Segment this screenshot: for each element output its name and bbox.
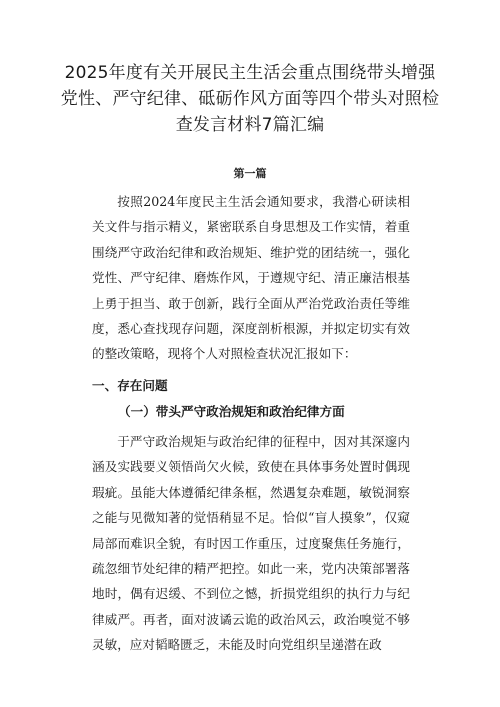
- body-paragraph: 于严守政治规矩与政治纪律的征程中，因对其深邃内涵及实践要义领悟尚欠火候，致使在具体事务处置时偶现瑕疵。虽能大体遵循纪律条框，然遇复杂难题，敏锐洞察之能与见微知著的觉悟稍显不足。恰似“盲人摸象”，仅窥局部而难识全貌，有时因工作重压，过度聚焦任务施行，疏忽细节处纪律的精严把控。如此一来，党内决策部署落地时，偶有迟缓、不到位之憾，折损党组织的执行力与纪律威严。再者，面对波谲云诡的政治风云，政治嗅觉不够灵敏，应对韬略匮乏，未能及时向党组织呈递潜在政: [92, 434, 410, 653]
- document-title: 2025年度有关开展民主生活会重点围绕带头增强党性、严守纪律、砥砺作风方面等四个带头对照检查发言材料7篇汇编: [60, 63, 440, 135]
- section-label: 第一篇: [233, 167, 267, 180]
- subheading-political-discipline: （一）带头严守政治规矩和政治纪律方面: [118, 404, 345, 419]
- intro-paragraph: 按照2024年度民主生活会通知要求，我潜心研读相关文件与指示精义，紧密联系自身思想及工作实情，着重围绕严守政治纪律和政治规矩、维护党的团结统一，强化党性、严守纪律、磨炼作风，于遵规守纪、清正廉洁根基上勇于担当、敢于创新，践行全面从严治党政治责任等维度，悉心查找现存问题，深度剖析根源，并拟定切实有效的整改策略，现将个人对照检查状况汇报如下：: [92, 194, 410, 362]
- heading-existing-problems: 一、存在问题: [92, 378, 168, 393]
